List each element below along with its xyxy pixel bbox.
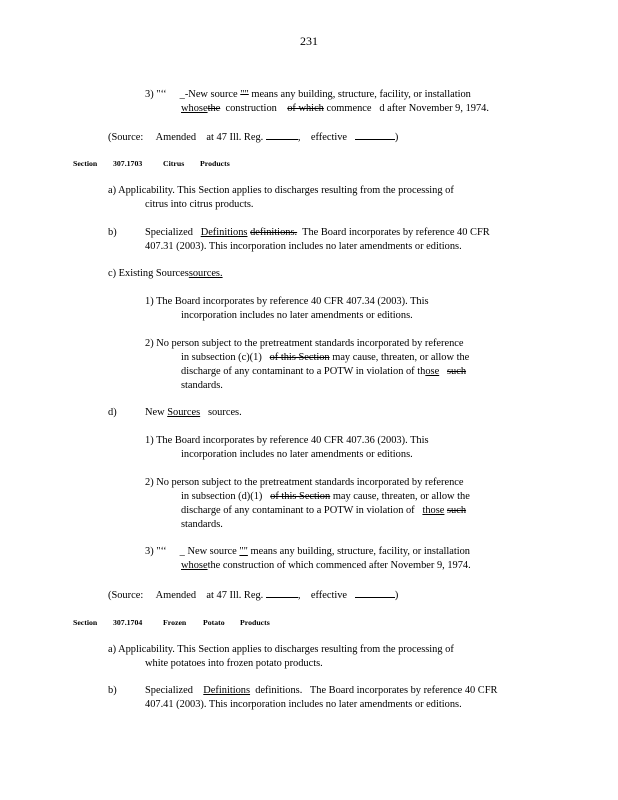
s1703-c1-line2: incorporation includes no later amendments or editions.: [181, 310, 413, 321]
s1703-a-line2: citrus into citrus products.: [145, 199, 254, 210]
s1704-b-line2: 407.41 (2003). This incorporation includes no later amendments or editions.: [145, 699, 462, 710]
s1703-a-line1: a) Applicability. This Section applies to discharges resulting from the processing of: [108, 185, 454, 196]
new-source-item-2-cont: whosethe construction of which commenced after November 9, 1974.: [181, 560, 471, 571]
new-source-item-2: 3) "‘‘ _ New source "" means any building, structure, facility, or installation: [145, 546, 470, 557]
new-source-item-1-cont: whosethe construction of which commence d after November 9, 1974.: [181, 103, 489, 114]
s1703-d2-line1: 2) No person subject to the pretreatment standards incorporated by reference: [145, 477, 464, 488]
source-note-1: (Source: Amended at 47 Ill. Reg. , effective ): [108, 129, 398, 145]
s1703-d: d) New Sources sources.: [108, 407, 242, 418]
s1704-a-line1: a) Applicability. This Section applies to discharges resulting from the processing of: [108, 644, 454, 655]
s1703-d1-line1: 1) The Board incorporates by reference 40 CFR 407.36 (2003). This: [145, 435, 429, 446]
page-number: 231: [300, 34, 318, 48]
source-note-2: (Source: Amended at 47 Ill. Reg. , effective ): [108, 587, 398, 603]
s1703-c1-line1: 1) The Board incorporates by reference 40 CFR 407.34 (2003). This: [145, 296, 429, 307]
s1703-b-line2: 407.31 (2003). This incorporation includes no later amendments or editions.: [145, 241, 462, 252]
s1703-d2-line2: in subsection (d)(1) of this Section may cause, threaten, or allow the: [181, 491, 470, 502]
section-heading-1704: Section 307.1704 Frozen Potato Products: [73, 618, 270, 627]
s1703-d2-line3: discharge of any contaminant to a POTW in violation of those such: [181, 505, 467, 516]
s1704-a-line2: white potatoes into frozen potato products.: [145, 658, 323, 669]
s1703-c: c) Existing Sourcessources.: [108, 268, 223, 279]
new-source-item-1: 3) "‘‘ _-New source "" means any building, structure, facility, or installation: [145, 89, 471, 100]
s1703-c2-line2: in subsection (c)(1) of this Section may cause, threaten, or allow the: [181, 352, 470, 363]
s1703-b-line1: b) Specialized Definitions definitions. The Board incorporates by reference 40 CFR: [108, 227, 490, 238]
s1703-c2-line4: standards.: [181, 380, 223, 391]
section-heading-1703: Section 307.1703 Citrus Products: [73, 159, 230, 168]
s1704-b-line1: b) Specialized Definitions definitions. The Board incorporates by reference 40 CFR: [108, 685, 498, 696]
s1703-c2-line1: 2) No person subject to the pretreatment standards incorporated by reference: [145, 338, 464, 349]
s1703-d2-line4: standards.: [181, 519, 223, 530]
s1703-d1-line2: incorporation includes no later amendments or editions.: [181, 449, 413, 460]
s1703-c2-line3: discharge of any contaminant to a POTW in violation of those such: [181, 366, 467, 377]
